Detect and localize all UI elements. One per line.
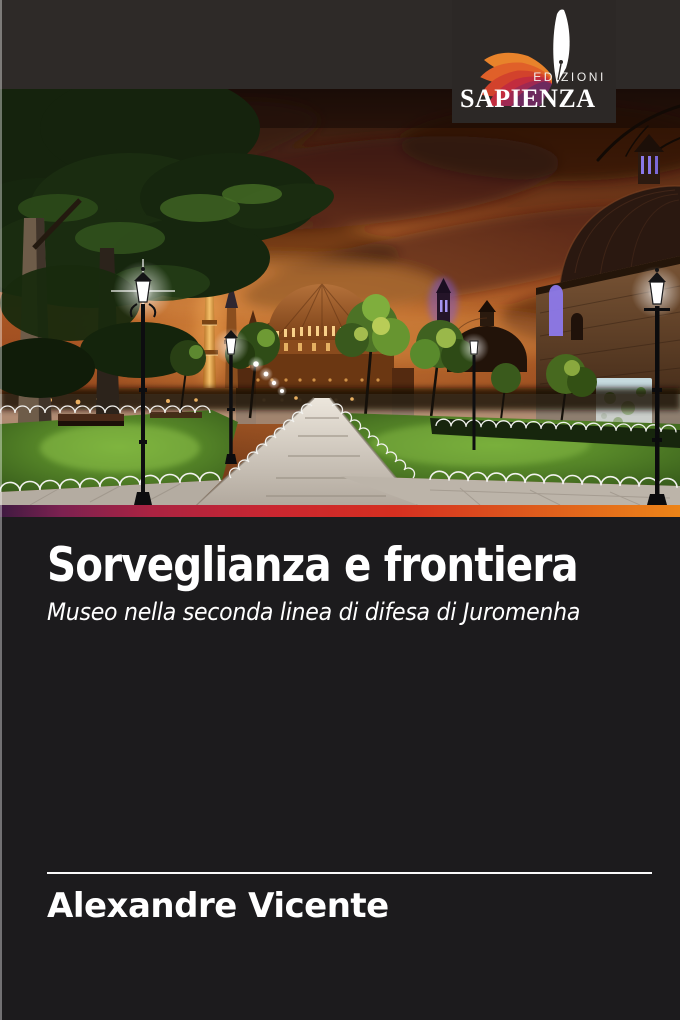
cover-photo [0,88,680,505]
book-subtitle: Museo nella seconda linea di difesa di Juromenha [47,598,581,626]
gradient-stripe [0,505,680,517]
publisher-logo [452,0,616,123]
publisher-imprint: EDIZIONI [533,70,606,84]
publisher-name: SAPIENZA [460,84,596,113]
left-edge-highlight [0,0,2,1020]
divider-rule [47,872,652,874]
book-title: Sorveglianza e frontiera [47,538,578,593]
author-name: Alexandre Vicente [47,886,389,926]
park-night-scene [0,88,680,505]
